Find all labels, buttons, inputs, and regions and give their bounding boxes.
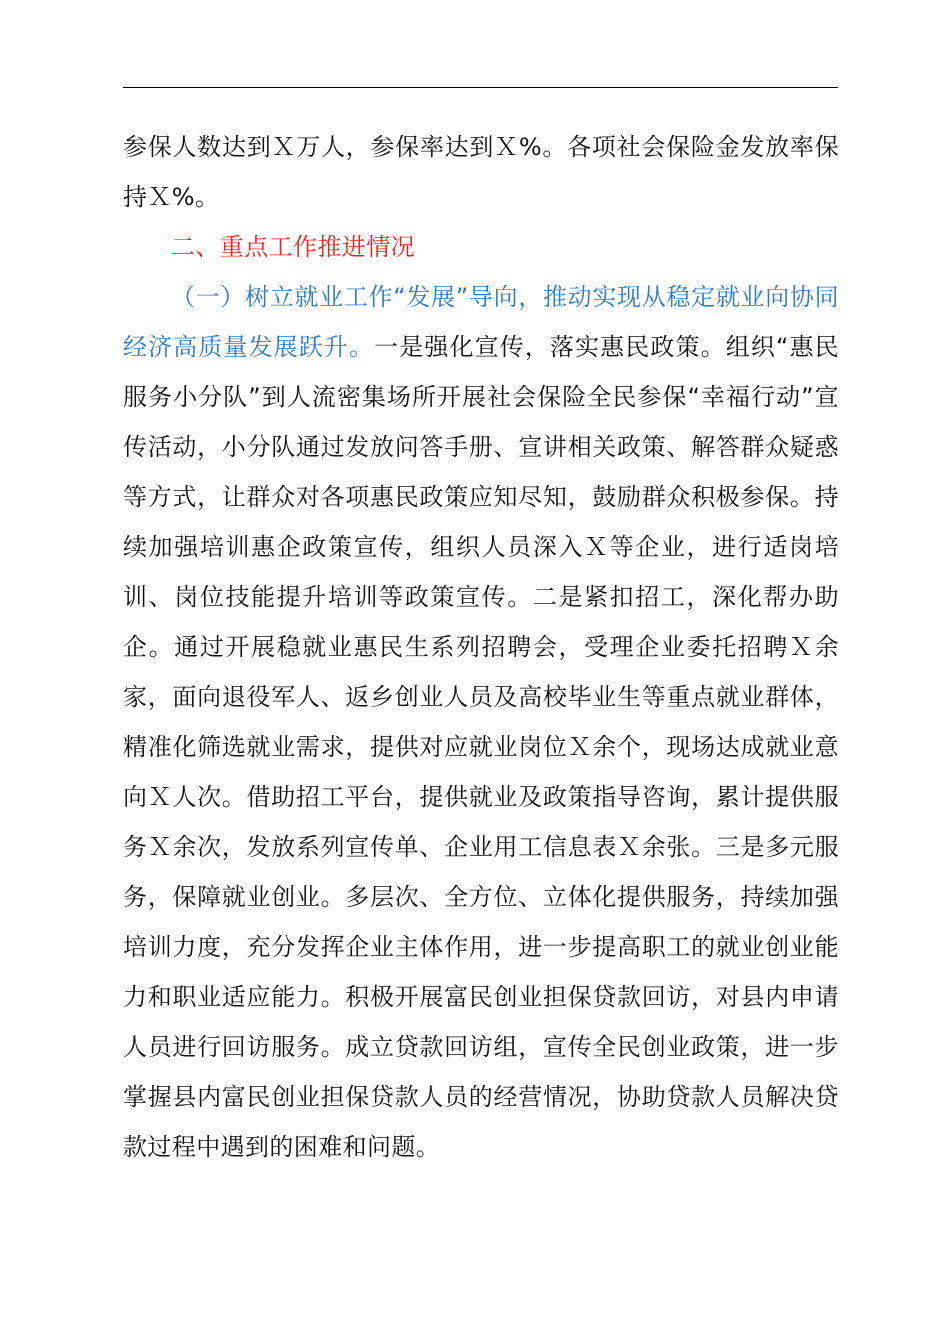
paragraph-continuation: 参保人数达到Ｘ万人，参保率达到Ｘ%。各项社会保险金发放率保持Ｘ%。 [123, 133, 839, 211]
paragraph-work-progress [123, 272, 839, 1172]
section-heading: 二、重点工作推进情况 [171, 233, 415, 261]
document-body [123, 122, 839, 1172]
header-rule [123, 87, 838, 88]
paragraph-body-text: 一是强化宣传，落实惠民政策。组织“惠民服务小分队”到人流密集场所开展社会保险全民参保“幸福行动”宣传活动，小分队通过发放问答手册、宣讲相关政策、解答群众疑惑等方式，让群众对各项惠民政策应知尽知，鼓励群众积极参保。持续加强培训惠企政策宣传，组织人员深入Ｘ等企业，进行适岗培训、岗位技能提升培训等政策宣传。二是紧扣招工，深化帮办助企。通过开展稳就业惠民生系列招聘会，受理企业委托招聘Ｘ余家，面向退役军人、返乡创业人员及高校毕业生等重点就业群体，精准化筛选就业需求，提供对应就业岗位Ｘ余个，现场达成就业意向Ｘ人次。借助招工平台，提供就业及政策指导咨询，累计提供服务Ｘ余次，发放系列宣传单、企业用工信息表Ｘ余张。三是多元服务，保障就业创业。多层次、全方位、立体化提供服务，持续加强培训力度，充分发挥企业主体作用，进一步提高职工的就业创业能力和职业适应能力。积极开展富民创业担保贷款回访，对县内申请人员进行回访服务。成立贷款回访组，宣传全民创业政策，进一步掌握县内富民创业担保贷款人员的经营情况，协助贷款人员解决贷款过程中遇到的困难和问题。 [123, 333, 839, 1161]
subsection-heading: （一）树立就业工作“发展”导向，推动实现从稳定就业向协同经济高质量发展跃升。 [123, 283, 839, 361]
